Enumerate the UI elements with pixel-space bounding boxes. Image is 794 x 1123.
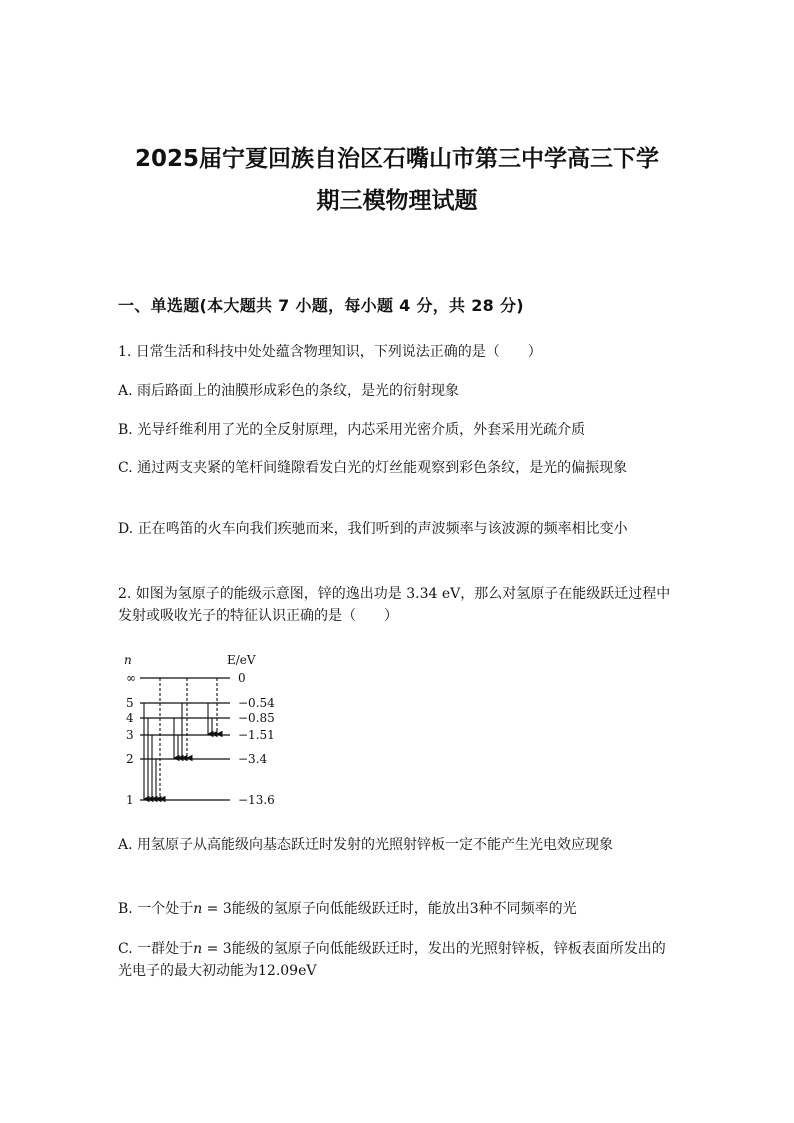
level-number-label: 5	[126, 696, 134, 710]
level-energy-label: −13.6	[238, 793, 275, 807]
question-1-option-c: C. 通过两支夹紧的笔杆间缝隙看发白光的灯丝能观察到彩色条纹，是光的偏振现象	[118, 460, 628, 476]
question-2-option-a: A. 用氢原子从高能级向基态跃迁时发射的光照射锌板一定不能产生光电效应现象	[118, 837, 614, 853]
energy-level-diagram	[110, 648, 300, 818]
n-axis-label: n	[124, 653, 132, 667]
question-1-option-b: B. 光导纤维利用了光的全反射原理，内芯采用光密介质，外套采用光疏介质	[118, 422, 586, 438]
option-b-rest: = 3能级的氢原子向低能级跃迁时，能放出3种不同频率的光	[202, 901, 577, 917]
level-energy-label: 0	[238, 671, 246, 685]
question-1-stem: 1. 日常生活和科技中处处蕴含物理知识，下列说法正确的是（ ）	[118, 344, 542, 360]
option-c-rest: = 3能级的氢原子向低能级跃迁时，发出的光照射锌板，锌板表面所发出的光电子的最大初动能为12.09eV	[118, 941, 666, 979]
level-number-label: 2	[126, 752, 134, 766]
question-2-stem: 2. 如图为氢原子的能级示意图，锌的逸出功是 3.34 eV，那么对氢原子在能级跃迁过程中发射或吸收光子的特征认识正确的是（ ）	[118, 586, 671, 624]
level-energy-label: −0.54	[238, 696, 275, 710]
question-2-option-c	[118, 938, 678, 982]
option-c-variable: n	[193, 941, 203, 957]
option-c-prefix: C. 一群处于	[118, 941, 194, 957]
level-number-label: 1	[126, 793, 134, 807]
level-number-label: 4	[126, 711, 134, 725]
energy-axis-label: E/eV	[227, 653, 256, 667]
question-2-option-b	[118, 898, 678, 920]
level-number-label: ∞	[126, 671, 136, 685]
document-title-line-2: 期三模物理试题	[316, 188, 478, 214]
level-energy-label: −1.51	[238, 728, 275, 742]
document-title-line-1: 2025届宁夏回族自治区石嘴山市第三中学高三下学	[134, 146, 659, 172]
section-heading: 一、单选题(本大题共 7 小题，每小题 4 分，共 28 分)	[118, 296, 524, 315]
option-b-variable: n	[193, 901, 203, 917]
level-energy-label: −0.85	[238, 711, 275, 725]
option-b-prefix: B. 一个处于	[118, 901, 194, 917]
level-number-label: 3	[126, 728, 134, 742]
question-1-option-a: A. 雨后路面上的油膜形成彩色的条纹，是光的衍射现象	[118, 383, 460, 399]
question-1-option-d: D. 正在鸣笛的火车向我们疾驰而来，我们听到的声波频率与该波源的频率相比变小	[118, 521, 628, 537]
level-energy-label: −3.4	[238, 752, 268, 766]
